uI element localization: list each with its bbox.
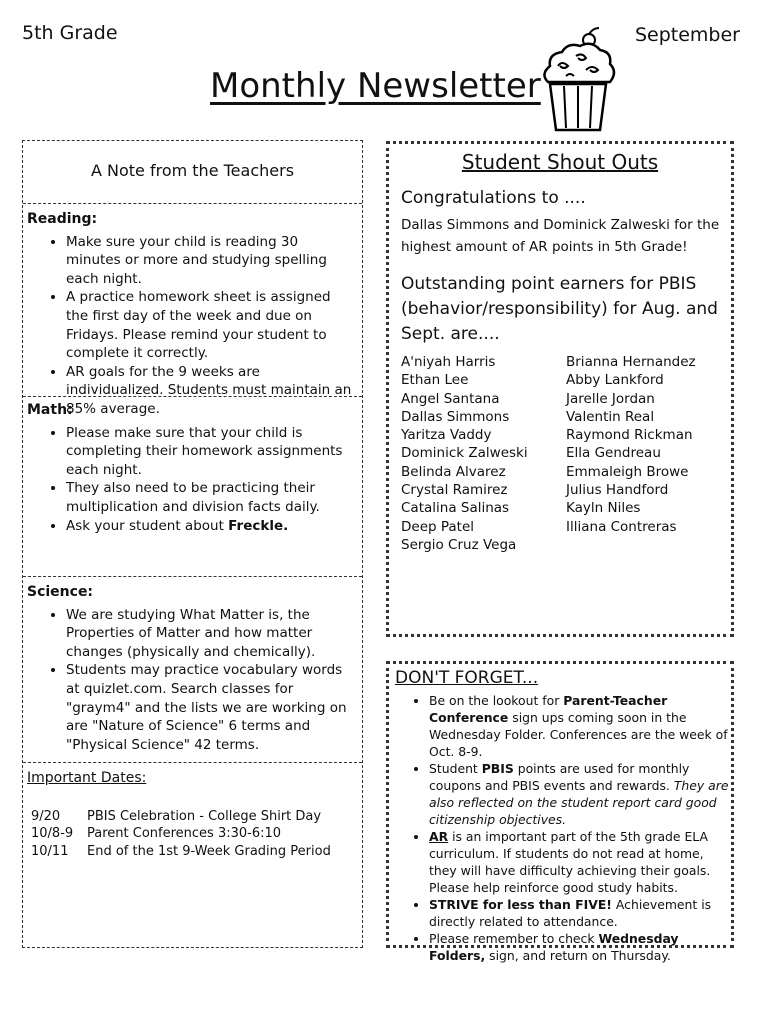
- list-item: Angel Santana: [401, 390, 500, 407]
- list-item: Sergio Cruz Vega: [401, 536, 517, 553]
- list-item: • STRIVE for less than FIVE! Achievement is directly related to attendance.: [429, 896, 731, 930]
- list-item: Catalina Salinas: [401, 500, 510, 517]
- science-section: [23, 577, 362, 763]
- month-label: September: [634, 24, 740, 46]
- list-item: • Be on the lookout for Parent-Teacher Conference sign ups coming soon in the Wednesday Folder. Conferences are the week of Oct. 8-9.: [429, 692, 731, 760]
- list-item: • AR is an important part of the 5th grade ELA curriculum. If students do not read at home, they will have difficulty achieving their goals. Please help reinforce good study habits.: [429, 828, 731, 896]
- list-item: • Students may practice vocabulary words at quizlet.com. Search classes for "graym4" and the lists we are working on are "Nature of Science" 6 terms and "Physical Science" 42 terms.: [66, 661, 354, 754]
- dont-forget-title: DON'T FORGET...: [395, 668, 539, 688]
- list-item: • They also need to be practicing their multiplication and division facts daily.: [66, 479, 354, 516]
- newsletter-title: Monthly Newsletter: [210, 66, 541, 106]
- freckle-link-text: Freckle.: [228, 517, 289, 534]
- reading-list: [27, 233, 354, 419]
- science-list: [27, 606, 354, 755]
- list-item: • Make sure your child is reading 30 minutes or more and studying spelling each night.: [66, 233, 354, 289]
- list-item: Valentin Real: [566, 408, 655, 425]
- list-item: Kayln Niles: [566, 500, 641, 517]
- pbis-names: [401, 353, 731, 554]
- cupcake-icon: [538, 26, 618, 134]
- list-item: Julius Handford: [566, 482, 669, 499]
- list-item: • Ask your student about Freckle.: [66, 517, 354, 536]
- date-row: 10/11 End of the 1st 9-Week Grading Period: [31, 843, 331, 859]
- list-item: • We are studying What Matter is, the Properties of Matter and how matter changes (physically and chemically).: [66, 606, 354, 662]
- list-item: Ella Gendreau: [566, 445, 661, 462]
- list-item: • Please remember to check Wednesday Folders, sign, and return on Thursday.: [429, 930, 731, 964]
- congrats-heading: Congratulations to ....: [401, 188, 586, 208]
- dont-forget-box: [386, 661, 734, 963]
- list-item: Deep Patel: [401, 518, 475, 535]
- reading-heading: Reading:: [27, 211, 98, 227]
- list-item: Crystal Ramirez: [401, 482, 508, 499]
- math-list: [27, 424, 354, 536]
- list-item: Dominick Zalweski: [401, 445, 528, 462]
- list-item: • AR goals for the 9 weeks are individualized. Students must maintain an 85% average.: [66, 363, 354, 419]
- list-item: • Student PBIS points are used for monthly coupons and PBIS events and rewards. They are also reflected on the student report card good citizenship objectives.: [429, 760, 731, 828]
- list-item: Ethan Lee: [401, 372, 469, 389]
- list-item: A'niyah Harris: [401, 354, 496, 370]
- teachers-column: [22, 140, 363, 948]
- dont-forget-list: [389, 692, 731, 964]
- names-right-column: [566, 353, 731, 554]
- list-item: Brianna Hernandez: [566, 354, 696, 370]
- list-item: Jarelle Jordan: [566, 390, 655, 407]
- date-row: 10/8-9 Parent Conferences 3:30-6:10: [31, 826, 282, 842]
- congrats-text: Dallas Simmons and Dominick Zalweski for the highest amount of AR points in 5th Grade!: [401, 217, 720, 255]
- list-item: Dallas Simmons: [401, 408, 510, 425]
- list-item: Belinda Alvarez: [401, 463, 506, 480]
- list-item: Emmaleigh Browe: [566, 463, 689, 480]
- list-item: • Please make sure that your child is completing their homework assignments each night.: [66, 424, 354, 480]
- names-left-column: [401, 353, 566, 554]
- list-item: Raymond Rickman: [566, 427, 693, 444]
- list-item: Illiana Contreras: [566, 518, 677, 535]
- list-item: Abby Lankford: [566, 372, 664, 389]
- shout-outs-title: Student Shout Outs: [461, 150, 659, 174]
- math-section: [23, 397, 362, 577]
- important-dates-section: [23, 763, 362, 949]
- dates-list: [27, 808, 354, 861]
- grade-label: 5th Grade: [22, 22, 118, 44]
- pbis-heading: Outstanding point earners for PBIS (behavior/responsibility) for Aug. and Sept. are....: [401, 274, 718, 344]
- list-item: Yaritza Vaddy: [401, 427, 492, 444]
- important-dates-heading: Important Dates:: [27, 770, 147, 786]
- list-item: • A practice homework sheet is assigned the first day of the week and due on Fridays. Please remind your student to complete it correctly.: [66, 288, 354, 362]
- date-row: 9/20 PBIS Celebration - College Shirt Day: [31, 808, 322, 824]
- math-heading: Math:: [27, 402, 73, 418]
- science-heading: Science:: [27, 584, 94, 600]
- teachers-note-heading: A Note from the Teachers: [90, 161, 295, 180]
- teachers-note-header: [23, 141, 362, 204]
- shout-outs-box: [386, 141, 734, 637]
